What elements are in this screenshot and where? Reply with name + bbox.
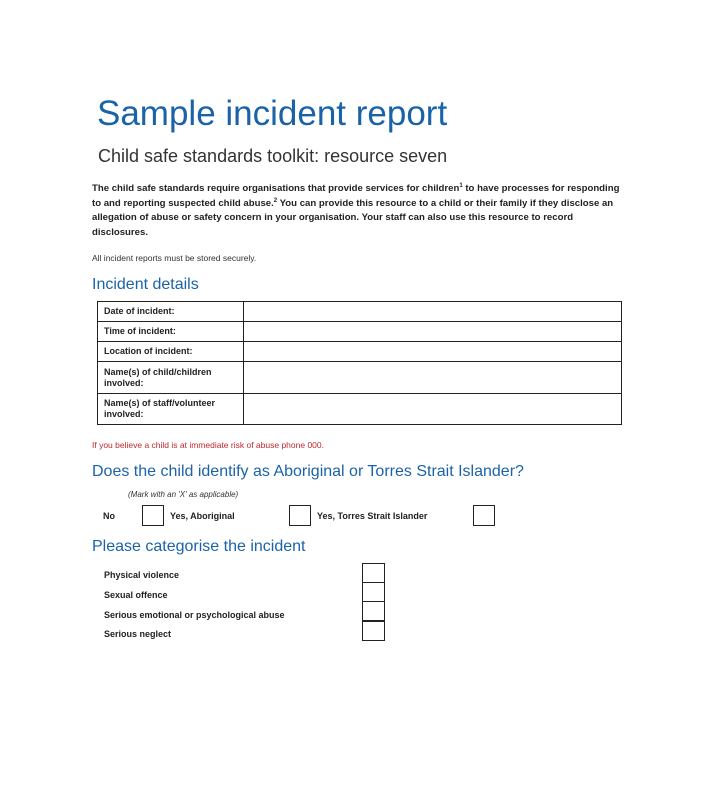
- intro-paragraph: [92, 182, 622, 240]
- categorise-heading: Please categorise the incident: [92, 538, 306, 555]
- option-aboriginal-checkbox[interactable]: [289, 505, 311, 526]
- children-field[interactable]: [244, 362, 622, 394]
- mark-instruction: (Mark with an 'X' as applicable): [128, 490, 239, 499]
- option-no-label: No: [103, 511, 115, 521]
- incident-details-table: [97, 301, 622, 425]
- category-physical-label: Physical violence: [104, 570, 180, 580]
- danger-note: If you believe a child is at immediate risk of abuse phone 000.: [92, 440, 324, 450]
- staff-field[interactable]: [244, 394, 622, 425]
- intro-text-1: The child safe standards require organisations that provide services for children: [92, 183, 460, 194]
- category-sexual-checkbox[interactable]: [362, 582, 385, 602]
- category-emotional-label: Serious emotional or psychological abuse: [104, 610, 285, 620]
- date-field[interactable]: [244, 302, 622, 322]
- children-label: Name(s) of child/children involved:: [98, 362, 244, 394]
- option-torres-label: Yes, Torres Strait Islander: [317, 511, 428, 521]
- incident-details-heading: Incident details: [92, 276, 199, 293]
- staff-label: Name(s) of staff/volunteer involved:: [98, 394, 244, 425]
- table-row: [98, 394, 622, 425]
- table-row: [98, 362, 622, 394]
- aboriginal-heading: Does the child identify as Aboriginal or Torres Strait Islander?: [92, 463, 524, 480]
- date-label: Date of incident:: [98, 302, 244, 322]
- table-row: [98, 322, 622, 342]
- page-title: Sample incident report: [97, 94, 448, 133]
- footnote-ref-2: 2: [273, 197, 278, 204]
- table-row: [98, 342, 622, 362]
- option-aboriginal-label: Yes, Aboriginal: [170, 511, 235, 521]
- option-torres-checkbox[interactable]: [473, 505, 495, 526]
- storage-note: All incident reports must be stored securely.: [92, 253, 257, 263]
- table-row: [98, 302, 622, 322]
- page-subtitle: Child safe standards toolkit: resource seven: [98, 146, 448, 166]
- category-sexual-label: Sexual offence: [104, 590, 168, 600]
- time-field[interactable]: [244, 322, 622, 342]
- time-label: Time of incident:: [98, 322, 244, 342]
- footnote-ref-1: 1: [459, 182, 463, 189]
- category-neglect-label: Serious neglect: [104, 629, 172, 639]
- option-no-checkbox[interactable]: [142, 505, 164, 526]
- location-field[interactable]: [244, 342, 622, 362]
- location-label: Location of incident:: [98, 342, 244, 362]
- category-physical-checkbox[interactable]: [362, 563, 385, 583]
- category-neglect-checkbox[interactable]: [362, 621, 385, 641]
- intro-text-2: to have processes for responding to and reporting suspected child abuse.: [92, 183, 620, 209]
- category-emotional-checkbox[interactable]: [362, 601, 385, 621]
- intro-text-3: You can provide this resource to a child or their family if they disclose an allegation of abuse or safety concern in your organisation. Your staff can also use this resource to record disclosures.: [92, 197, 614, 238]
